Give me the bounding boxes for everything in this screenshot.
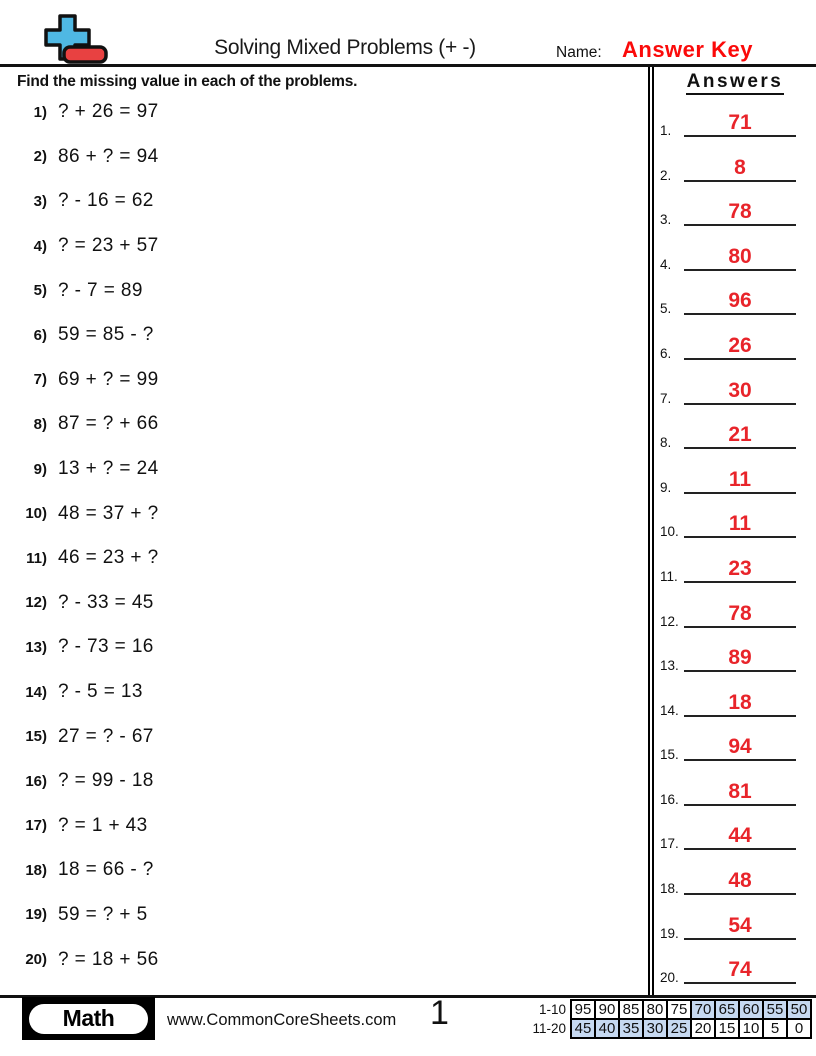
answer-number: 8. — [660, 435, 672, 451]
problem-expression: ? - 33 = 45 — [58, 591, 154, 613]
answer-row — [654, 315, 816, 360]
score-cells — [572, 999, 812, 1020]
problem-expression: ? - 7 = 89 — [58, 279, 143, 301]
answer-row — [654, 628, 816, 673]
problem-row — [0, 893, 640, 938]
subject-badge — [22, 997, 155, 1040]
answer-row — [654, 850, 816, 895]
score-cell: 90 — [594, 999, 620, 1020]
problem-expression: 69 + ? = 99 — [58, 368, 159, 390]
answer-row — [654, 92, 816, 137]
name-label: Name: — [556, 44, 602, 61]
answer-value: 89 — [728, 646, 752, 670]
problem-row — [0, 937, 640, 982]
score-cell: 95 — [570, 999, 596, 1020]
answer-value: 71 — [728, 110, 752, 134]
problem-expression: 59 = ? + 5 — [58, 903, 148, 925]
score-row-label: 1-10 — [538, 1002, 566, 1017]
answer-value: 11 — [728, 467, 752, 491]
answer-number: 15. — [660, 747, 679, 763]
problem-expression: ? = 1 + 43 — [58, 814, 148, 836]
answer-number: 13. — [660, 658, 679, 674]
answer-number: 1. — [660, 122, 672, 138]
problem-row — [0, 90, 640, 135]
problem-expression: ? - 16 = 62 — [58, 190, 154, 212]
answers-list — [654, 92, 816, 984]
answers-column — [648, 67, 816, 995]
problem-number: 8) — [33, 415, 47, 433]
answer-value: 30 — [728, 378, 752, 402]
problem-row — [0, 848, 640, 893]
answer-number: 20. — [660, 970, 679, 986]
subject-label: Math — [29, 1004, 148, 1034]
answer-row — [654, 405, 816, 450]
score-cell: 15 — [714, 1018, 740, 1039]
answer-row — [654, 940, 816, 985]
answer-value: 26 — [728, 333, 752, 357]
problem-number: 14) — [25, 683, 47, 701]
answer-blank-line — [684, 982, 796, 984]
problem-row — [0, 313, 640, 358]
answer-value: 18 — [728, 690, 752, 714]
answer-number: 9. — [660, 479, 672, 495]
problem-number: 3) — [33, 192, 47, 210]
problem-expression: 18 = 66 - ? — [58, 859, 154, 881]
answer-value: 94 — [728, 735, 752, 759]
problem-number: 6) — [33, 326, 47, 344]
answer-row — [654, 360, 816, 405]
answer-number: 2. — [660, 167, 672, 183]
problem-number: 4) — [33, 237, 47, 255]
problem-expression: ? + 26 = 97 — [58, 101, 159, 123]
problem-number: 7) — [33, 371, 47, 389]
problem-number: 18) — [25, 861, 47, 879]
answer-row — [654, 182, 816, 227]
score-cell: 40 — [594, 1018, 620, 1039]
problem-number: 17) — [25, 817, 47, 835]
answer-value: 11 — [728, 512, 752, 536]
answer-value: 80 — [728, 244, 752, 268]
score-table — [518, 999, 812, 1039]
score-cell: 80 — [642, 999, 668, 1020]
answer-number: 14. — [660, 702, 679, 718]
problem-row — [0, 759, 640, 804]
score-cell: 30 — [642, 1018, 668, 1039]
problem-number: 15) — [25, 728, 47, 746]
problem-expression: ? = 99 - 18 — [58, 770, 154, 792]
score-cell: 55 — [762, 999, 788, 1020]
answer-row — [654, 672, 816, 717]
score-cell: 0 — [786, 1018, 812, 1039]
answer-row — [654, 271, 816, 316]
answer-row — [654, 538, 816, 583]
answer-row — [654, 761, 816, 806]
score-cell: 75 — [666, 999, 692, 1020]
problem-row — [0, 536, 640, 581]
problems-list — [0, 67, 640, 982]
answer-number: 7. — [660, 390, 672, 406]
answer-number: 5. — [660, 301, 672, 317]
answer-value: 21 — [728, 423, 752, 447]
answer-value: 48 — [728, 869, 752, 893]
problem-expression: 86 + ? = 94 — [58, 145, 159, 167]
problem-expression: ? - 5 = 13 — [58, 681, 143, 703]
answer-row — [654, 583, 816, 628]
answer-number: 3. — [660, 212, 672, 228]
score-cell: 50 — [786, 999, 812, 1020]
problem-row — [0, 402, 640, 447]
score-cell: 35 — [618, 1018, 644, 1039]
problem-row — [0, 714, 640, 759]
problem-row — [0, 224, 640, 269]
problem-expression: 48 = 37 + ? — [58, 502, 159, 524]
problem-number: 2) — [33, 148, 47, 166]
answer-row — [654, 806, 816, 851]
problem-expression: 27 = ? - 67 — [58, 725, 154, 747]
score-row-1-10 — [518, 999, 812, 1020]
score-cell: 85 — [618, 999, 644, 1020]
problem-row — [0, 491, 640, 536]
problem-number: 11) — [26, 549, 47, 567]
score-cell: 5 — [762, 1018, 788, 1039]
answer-value: 81 — [728, 779, 752, 803]
answer-value: 74 — [728, 958, 752, 982]
problem-number: 1) — [33, 103, 47, 121]
answer-row — [654, 449, 816, 494]
answer-number: 10. — [660, 524, 679, 540]
score-cell: 45 — [570, 1018, 596, 1039]
worksheet-title: Solving Mixed Problems (+ -) — [214, 36, 476, 59]
problem-row — [0, 804, 640, 849]
problem-row — [0, 625, 640, 670]
problem-row — [0, 447, 640, 492]
score-cell: 70 — [690, 999, 716, 1020]
answers-header-label: Answers — [686, 71, 785, 95]
problem-number: 16) — [25, 772, 47, 790]
answer-row — [654, 895, 816, 940]
score-cells — [572, 1018, 812, 1039]
answer-number: 19. — [660, 925, 679, 941]
score-row-11-20 — [518, 1018, 812, 1039]
answer-row — [654, 137, 816, 182]
problem-number: 5) — [33, 282, 47, 300]
problem-expression: 59 = 85 - ? — [58, 324, 154, 346]
score-row-label: 11-20 — [532, 1021, 566, 1036]
problem-expression: 87 = ? + 66 — [58, 413, 159, 435]
answer-value: 8 — [734, 155, 746, 179]
problem-expression: ? = 18 + 56 — [58, 948, 159, 970]
problem-row — [0, 358, 640, 403]
problem-expression: ? = 23 + 57 — [58, 235, 159, 257]
problem-number: 19) — [25, 906, 47, 924]
page-number: 1 — [430, 994, 449, 1032]
answer-value: 78 — [728, 200, 752, 224]
problem-row — [0, 135, 640, 180]
problem-number: 9) — [33, 460, 47, 478]
answer-value: 54 — [728, 913, 752, 937]
answers-header — [654, 71, 816, 93]
score-cell: 20 — [690, 1018, 716, 1039]
score-cell: 25 — [666, 1018, 692, 1039]
answer-number: 12. — [660, 613, 679, 629]
problem-row — [0, 670, 640, 715]
answer-value: 78 — [728, 601, 752, 625]
problem-row — [0, 581, 640, 626]
answer-value: 23 — [728, 556, 752, 580]
website-url: www.CommonCoreSheets.com — [167, 1011, 397, 1029]
answer-row — [654, 226, 816, 271]
problem-expression: 46 = 23 + ? — [58, 547, 159, 569]
answer-number: 16. — [660, 791, 679, 807]
problem-expression: ? - 73 = 16 — [58, 636, 154, 658]
answer-number: 6. — [660, 345, 672, 361]
answer-row — [654, 717, 816, 762]
problem-number: 20) — [25, 951, 47, 969]
answer-number: 4. — [660, 256, 672, 272]
answer-number: 18. — [660, 881, 679, 897]
plus-minus-icon — [36, 13, 108, 66]
problem-number: 10) — [25, 505, 47, 523]
problem-number: 12) — [25, 594, 47, 612]
problem-row — [0, 179, 640, 224]
problem-expression: 13 + ? = 24 — [58, 458, 159, 480]
score-cell: 10 — [738, 1018, 764, 1039]
score-cell: 65 — [714, 999, 740, 1020]
answer-number: 17. — [660, 836, 679, 852]
problem-row — [0, 268, 640, 313]
score-cell: 60 — [738, 999, 764, 1020]
answer-value: 44 — [728, 824, 752, 848]
answer-key-text: Answer Key — [622, 37, 753, 62]
answer-value: 96 — [728, 289, 752, 313]
answer-row — [654, 494, 816, 539]
problem-number: 13) — [25, 638, 47, 656]
plus-minus-logo — [36, 13, 108, 71]
answer-number: 11. — [660, 568, 678, 584]
instruction-text: Find the missing value in each of the problems. — [17, 73, 358, 90]
